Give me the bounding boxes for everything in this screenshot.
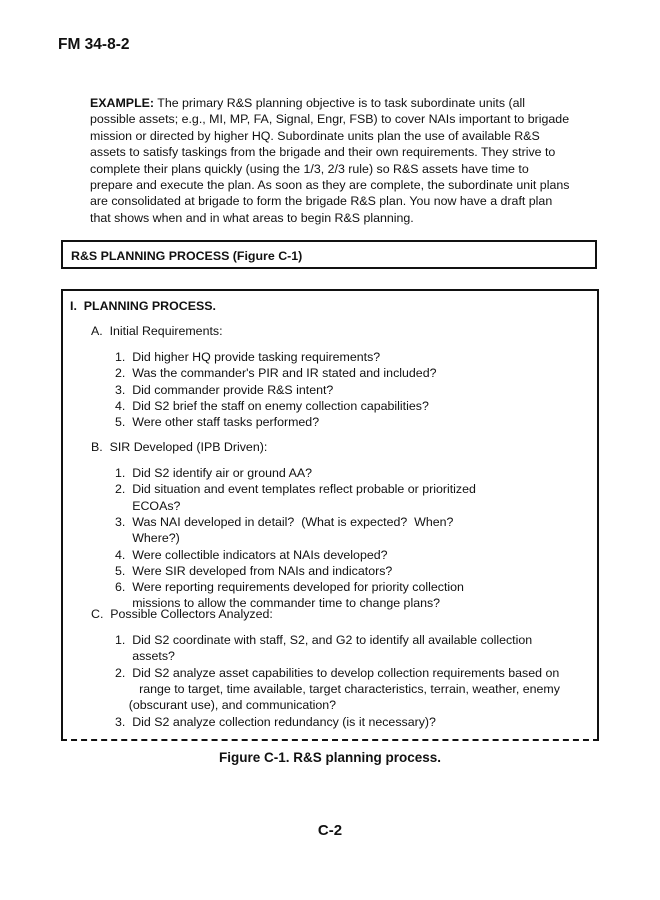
paragraph-line: are consolidated at brigade to form the brigade R&S plan. You now have a draft plan bbox=[90, 194, 553, 209]
checklist-item: 1. Did S2 identify air or ground AA? bbox=[115, 466, 312, 480]
page-number: C-2 bbox=[317, 822, 343, 839]
paragraph-line: prepare and execute the plan. As soon as they are complete, the subordinate unit plans bbox=[90, 178, 570, 193]
checklist-item: missions to allow the commander time to change plans? bbox=[115, 596, 441, 611]
document-id: FM 34-8-2 bbox=[58, 36, 130, 53]
example-label: EXAMPLE: bbox=[90, 96, 155, 110]
section-header-title: R&S PLANNING PROCESS (Figure C-1) bbox=[71, 249, 303, 263]
checklist-item: Where?) bbox=[115, 531, 180, 546]
checklist-item: range to target, time available, target characteristics, terrain, weather, enemy bbox=[115, 681, 560, 696]
paragraph-line: complete their plans quickly (using the 1/3, 2/3 rule) so R&S assets have time to bbox=[90, 161, 529, 176]
figure-caption: Figure C-1. R&S planning process. bbox=[218, 750, 442, 765]
checklist-item: 2. Did S2 analyze asset capabilities to develop collection requirements based on bbox=[115, 665, 560, 680]
paragraph-line: that shows when and in what areas to begin R&S planning. bbox=[90, 210, 414, 225]
checklist-item: 2. Did situation and event templates reflect probable or prioritized bbox=[115, 482, 476, 497]
group-title: A. Initial Requirements: bbox=[91, 324, 223, 338]
checklist-item: (obscurant use), and communication? bbox=[115, 698, 337, 713]
checklist-item: 1. Did higher HQ provide tasking requirements? bbox=[115, 350, 381, 364]
checklist-item: ECOAs? bbox=[115, 498, 181, 513]
group-title: B. SIR Developed (IPB Driven): bbox=[91, 440, 268, 454]
checklist-item: 6. Were reporting requirements developed for priority collection bbox=[115, 580, 464, 595]
figure-section-title: I. PLANNING PROCESS. bbox=[70, 299, 216, 313]
figure-box bbox=[61, 289, 599, 741]
checklist-item: 5. Were other staff tasks performed? bbox=[115, 415, 320, 430]
checklist-item: 3. Did commander provide R&S intent? bbox=[115, 382, 334, 397]
paragraph-line: possible assets; e.g., MI, MP, FA, Signal, Engr, FSB) to cover NAIs important to brigade bbox=[90, 112, 570, 127]
checklist-item: 2. Was the commander's PIR and IR stated and included? bbox=[115, 366, 437, 381]
paragraph-line: mission or directed by higher HQ. Subordinate units plan the use of available R&S bbox=[90, 128, 540, 143]
group-title: C. Possible Collectors Analyzed: bbox=[91, 607, 273, 621]
checklist-item: 3. Was NAI developed in detail? (What is expected? When? bbox=[115, 514, 454, 529]
paragraph-line: assets to satisfy taskings from the brigade and their own requirements. They strive to bbox=[90, 145, 556, 160]
paragraph-line bbox=[90, 95, 610, 111]
checklist-item: 3. Did S2 analyze collection redundancy (is it necessary)? bbox=[115, 714, 436, 729]
checklist-item: 4. Were collectible indicators at NAIs developed? bbox=[115, 547, 388, 562]
paragraph-text: The primary R&S planning objective is to task subordinate units (all bbox=[154, 96, 526, 110]
checklist-item: 1. Did S2 coordinate with staff, S2, and G2 to identify all available collection bbox=[115, 633, 533, 647]
section-header-box bbox=[61, 240, 597, 269]
example-paragraph bbox=[90, 95, 610, 226]
checklist-item: 5. Were SIR developed from NAIs and indicators? bbox=[115, 563, 393, 578]
checklist-item: 4. Did S2 brief the staff on enemy collection capabilities? bbox=[115, 398, 429, 413]
checklist-item: assets? bbox=[115, 649, 175, 664]
